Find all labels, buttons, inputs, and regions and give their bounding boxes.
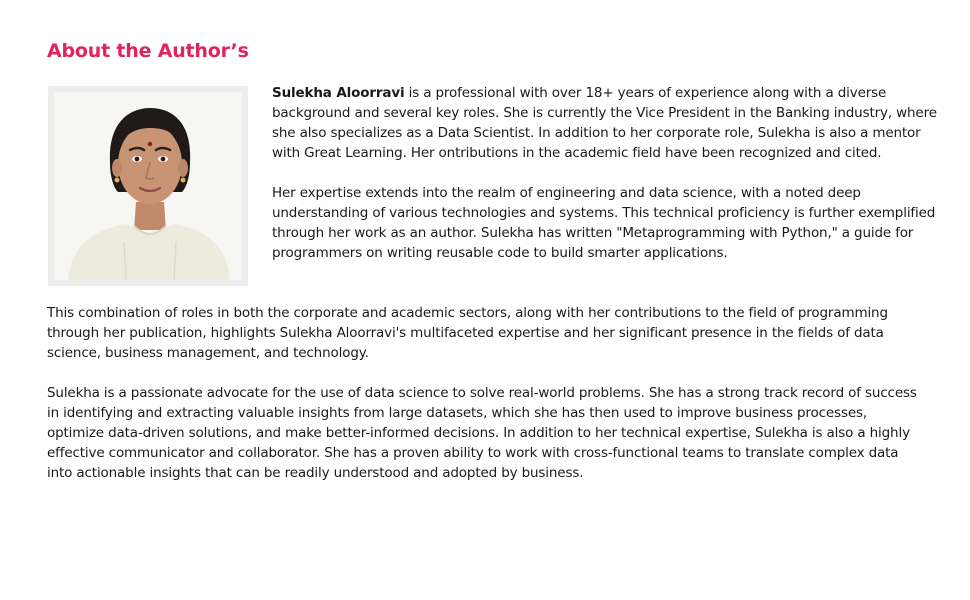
bottom-text-column [47,303,927,483]
top-text-column [272,83,937,263]
section-heading: About the Author’s [47,40,249,62]
bio-paragraph-2: Her expertise extends into the realm of engineering and data science, with a noted deep understanding of various technologies and systems. This technical proficiency is further exemplified through her work as an author. Sulekha has written "Metaprogramming with Python," a guide for programmers on writing reusable code to build smarter applications. [272,185,936,261]
bio-paragraph-4: Sulekha is a passionate advocate for the use of data science to solve real-world problems. She has a strong track record of success in identifying and extracting valuable insights from large datasets, which she has then used to improve business processes, optimize data-driven solutions, and make better-informed decisions. In addition to her technical expertise, Sulekha is also a highly effective communicator and collaborator. She has a proven ability to work with cross-functional teams to translate complex data into actionable insights that can be readily understood and adopted by business. [47,385,917,481]
bio-paragraph-1 [272,83,937,163]
bio-paragraph-1-text: is a professional with over 18+ years of experience along with a diverse background and several key roles. She is currently the Vice President in the Banking industry, where she also specializes as a Data Scientist. In addition to her corporate role, Sulekha is also a mentor with Great Learning. Her ontributions in the academic field have been recognized and cited. [272,85,937,161]
bio-paragraph-3: This combination of roles in both the corporate and academic sectors, along with her contributions to the field of programming through her publication, highlights Sulekha Aloorravi's multifaceted expertise and her significant presence in the fields of data science, business management, and technology. [47,305,888,361]
author-photo [54,92,242,280]
author-photo-frame [48,86,248,286]
author-name: Sulekha Aloorravi [272,85,405,101]
